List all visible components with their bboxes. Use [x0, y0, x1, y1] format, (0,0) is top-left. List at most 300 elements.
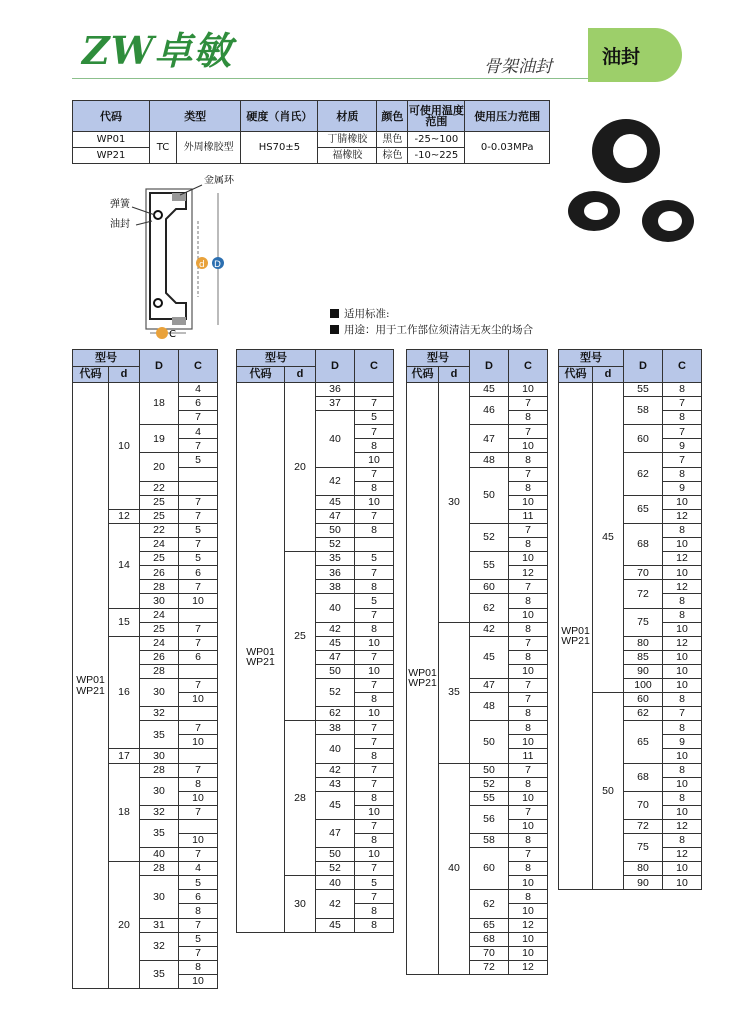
C-cell: 10: [663, 566, 702, 580]
header-divider: [72, 78, 602, 79]
C-cell: 10: [509, 932, 548, 946]
C-cell: 7: [355, 735, 394, 749]
note-standard: 适用标准:: [330, 306, 390, 321]
D-cell: 45: [316, 636, 355, 650]
C-cell: 7: [355, 397, 394, 411]
D-cell: 38: [316, 580, 355, 594]
C-cell: 8: [355, 693, 394, 707]
D-cell: 19: [140, 425, 179, 453]
d-cell: 16: [109, 636, 140, 749]
D-cell: 62: [316, 707, 355, 721]
C-cell: 7: [179, 495, 218, 509]
C-cell: 4: [179, 383, 218, 397]
D-cell: 50: [316, 848, 355, 862]
C-cell: 8: [179, 904, 218, 918]
D-cell: 52: [316, 538, 355, 552]
d-cell: 17: [109, 749, 140, 763]
C-cell: 8: [663, 411, 702, 425]
C-cell: 8: [509, 594, 548, 608]
D-cell: 90: [624, 664, 663, 678]
D-cell: 40: [140, 848, 179, 862]
D-cell: 32: [140, 707, 179, 721]
d-cell: 12: [109, 509, 140, 523]
D-cell: 47: [316, 650, 355, 664]
C-cell: 10: [663, 678, 702, 692]
C-cell: 8: [663, 383, 702, 397]
d-cell: 35: [439, 622, 470, 763]
C-header: C: [179, 350, 218, 383]
D-cell: 35: [316, 552, 355, 566]
C-cell: 7: [179, 538, 218, 552]
C-cell: 10: [663, 805, 702, 819]
D-cell: 45: [316, 791, 355, 819]
D-cell: 65: [470, 918, 509, 932]
D-cell: 50: [470, 467, 509, 523]
D-cell: 45: [316, 918, 355, 932]
spec-material: 丁腈橡胶: [318, 132, 377, 148]
metal-ring-top: [172, 193, 186, 201]
C-cell: 11: [509, 509, 548, 523]
D-cell: 25: [140, 509, 179, 523]
D-cell: 45: [470, 636, 509, 678]
C-cell: 10: [663, 664, 702, 678]
spec-temp: -10~225: [408, 148, 465, 164]
C-cell: 10: [355, 495, 394, 509]
C-cell: 8: [355, 439, 394, 453]
D-cell: 30: [140, 594, 179, 608]
C-cell: 8: [509, 453, 548, 467]
C-cell: 7: [179, 848, 218, 862]
size-table: [72, 349, 218, 989]
C-cell: 10: [509, 608, 548, 622]
C-header: C: [663, 350, 702, 383]
d-cell: 30: [439, 383, 470, 623]
spec-material: 福橡胶: [318, 148, 377, 164]
D-cell: 72: [624, 580, 663, 608]
D-cell: 60: [624, 693, 663, 707]
code-header: 代码: [407, 367, 439, 383]
C-cell: 8: [663, 763, 702, 777]
D-cell: 22: [140, 523, 179, 537]
model-header: 型号: [73, 350, 140, 367]
d-cell: 25: [285, 552, 316, 721]
C-cell: 10: [179, 594, 218, 608]
table-row: [407, 383, 548, 397]
D-cell: 30: [140, 749, 179, 763]
C-cell: 10: [179, 735, 218, 749]
C-cell: [355, 383, 394, 397]
C-cell: 10: [179, 974, 218, 988]
D-cell: 65: [624, 495, 663, 523]
D-cell: 100: [624, 678, 663, 692]
C-cell: 12: [663, 552, 702, 566]
C-cell: 6: [179, 650, 218, 664]
spec-hardness: HS70±5: [241, 132, 318, 164]
C-cell: 8: [355, 580, 394, 594]
C-cell: 7: [179, 678, 218, 692]
D-cell: 62: [624, 707, 663, 721]
C-cell: 10: [663, 622, 702, 636]
d-letter: d: [199, 260, 205, 270]
C-cell: [179, 707, 218, 721]
D-cell: 24: [140, 636, 179, 650]
C-cell: 7: [179, 805, 218, 819]
d-cell: 20: [109, 862, 140, 989]
D-cell: 43: [316, 777, 355, 791]
C-cell: 10: [663, 777, 702, 791]
C-cell: 5: [355, 876, 394, 890]
C-header: C: [355, 350, 394, 383]
d-header: d: [593, 367, 624, 383]
model-header: 型号: [559, 350, 624, 367]
D-header: D: [624, 350, 663, 383]
D-cell: 68: [624, 763, 663, 791]
D-cell: 37: [316, 397, 355, 411]
d-cell: 18: [109, 763, 140, 862]
size-table: [236, 349, 394, 933]
metal-ring-bottom: [172, 317, 186, 325]
D-cell: 50: [470, 721, 509, 763]
D-cell: 24: [140, 608, 179, 622]
C-cell: 8: [509, 721, 548, 735]
C-cell: 7: [509, 763, 548, 777]
D-cell: 24: [140, 538, 179, 552]
C-cell: 10: [355, 453, 394, 467]
D-cell: 40: [316, 876, 355, 890]
table-row: [73, 383, 218, 397]
note-usage: 用途：用于工作部位须清洁无灰尘的场合: [330, 322, 533, 337]
D-cell: 68: [624, 523, 663, 565]
C-cell: 11: [509, 749, 548, 763]
D-cell: 30: [140, 777, 179, 805]
C-cell: 8: [663, 608, 702, 622]
spec-header: 材质: [318, 101, 377, 132]
C-cell: 12: [509, 918, 548, 932]
C-cell: 8: [509, 862, 548, 876]
D-cell: 47: [316, 819, 355, 847]
C-cell: 8: [663, 467, 702, 481]
C-cell: 7: [509, 678, 548, 692]
D-cell: 60: [470, 848, 509, 890]
d-header: d: [439, 367, 470, 383]
C-cell: 7: [509, 467, 548, 481]
D-cell: 50: [316, 523, 355, 537]
model-header: 型号: [237, 350, 316, 367]
C-cell: 7: [179, 721, 218, 735]
C-cell: 10: [179, 791, 218, 805]
model-code-cell: WP01 WP21: [73, 383, 109, 989]
C-cell: 10: [179, 693, 218, 707]
C-cell: 8: [355, 523, 394, 537]
lip-label: 油封: [110, 219, 130, 230]
D-cell: 55: [470, 791, 509, 805]
C-cell: 10: [509, 735, 548, 749]
D-cell: 58: [624, 397, 663, 425]
C-cell: 10: [509, 791, 548, 805]
D-cell: 20: [140, 453, 179, 481]
d-header: d: [285, 367, 316, 383]
D-cell: 42: [316, 763, 355, 777]
spring-label: 弹簧: [110, 199, 130, 210]
C-cell: 4: [179, 862, 218, 876]
C-cell: 7: [355, 777, 394, 791]
C-cell: 6: [179, 566, 218, 580]
code-header: 代码: [237, 367, 285, 383]
C-cell: 7: [509, 693, 548, 707]
C-cell: 5: [355, 552, 394, 566]
C-cell: 7: [509, 805, 548, 819]
C-cell: 12: [509, 960, 548, 974]
D-cell: 50: [470, 763, 509, 777]
C-cell: 12: [663, 509, 702, 523]
C-cell: 9: [663, 735, 702, 749]
C-cell: 8: [663, 523, 702, 537]
C-cell: 5: [179, 523, 218, 537]
C-cell: 10: [509, 664, 548, 678]
oil-seal-photo: [560, 105, 710, 250]
spec-table: [72, 100, 550, 164]
D-cell: 32: [140, 932, 179, 960]
D-cell: 45: [470, 383, 509, 397]
D-cell: 62: [624, 453, 663, 495]
model-code-cell: WP01 WP21: [407, 383, 439, 975]
C-cell: 12: [663, 580, 702, 594]
C-cell: 10: [509, 552, 548, 566]
C-cell: [179, 608, 218, 622]
C-marker: [156, 327, 168, 339]
C-cell: 5: [355, 594, 394, 608]
C-cell: 10: [509, 946, 548, 960]
D-cell: 28: [140, 580, 179, 594]
C-cell: 12: [663, 848, 702, 862]
D-cell: 60: [470, 580, 509, 594]
C-cell: [179, 819, 218, 833]
D-cell: 26: [140, 650, 179, 664]
D-cell: 65: [624, 721, 663, 763]
C-cell: 7: [355, 425, 394, 439]
D-cell: 85: [624, 650, 663, 664]
C-cell: 5: [179, 932, 218, 946]
D-header: D: [316, 350, 355, 383]
D-cell: 45: [316, 495, 355, 509]
C-header: C: [509, 350, 548, 383]
D-cell: 52: [316, 862, 355, 876]
spec-code: WP01: [73, 132, 150, 148]
C-cell: 10: [509, 819, 548, 833]
C-cell: 8: [355, 834, 394, 848]
d-cell: 50: [593, 693, 624, 890]
C-cell: 10: [509, 383, 548, 397]
spec-header: 使用压力范围: [465, 101, 550, 132]
C-cell: 5: [179, 876, 218, 890]
spec-header: 代码: [73, 101, 150, 132]
spec-type-name: 外周橡胶型: [177, 132, 241, 164]
C-cell: 10: [509, 904, 548, 918]
model-code-cell: WP01 WP21: [237, 383, 285, 933]
C-cell: 10: [355, 664, 394, 678]
code-header: 代码: [73, 367, 109, 383]
C-cell: 8: [355, 918, 394, 932]
C-cell: 10: [179, 834, 218, 848]
seal-cross-section-diagram: [110, 175, 250, 340]
C-cell: 5: [355, 411, 394, 425]
D-cell: 52: [316, 678, 355, 706]
C-cell: 8: [509, 538, 548, 552]
C-cell: [355, 538, 394, 552]
C-cell: 7: [663, 707, 702, 721]
D-cell: 32: [140, 805, 179, 819]
D-cell: 70: [624, 566, 663, 580]
C-cell: 10: [509, 495, 548, 509]
C-cell: 7: [663, 425, 702, 439]
spec-color: 棕色: [377, 148, 408, 164]
C-cell: 7: [179, 636, 218, 650]
C-letter: C: [169, 329, 176, 340]
C-cell: 7: [355, 678, 394, 692]
D-cell: 42: [316, 467, 355, 495]
size-table: [558, 349, 702, 890]
spec-header: 硬度（肖氏）: [241, 101, 318, 132]
D-cell: 26: [140, 566, 179, 580]
D-cell: 42: [316, 622, 355, 636]
C-cell: 8: [663, 791, 702, 805]
C-cell: 8: [355, 749, 394, 763]
D-cell: 60: [624, 425, 663, 453]
D-cell: 72: [470, 960, 509, 974]
D-cell: 42: [470, 622, 509, 636]
D-cell: 50: [316, 664, 355, 678]
C-cell: 7: [355, 763, 394, 777]
C-cell: 7: [355, 566, 394, 580]
spec-type-code: TC: [150, 132, 177, 164]
C-cell: 10: [355, 707, 394, 721]
brand-logo: ZW卓敏: [82, 28, 233, 73]
D-cell: 28: [140, 862, 179, 876]
table-row: [559, 383, 702, 397]
D-header: D: [470, 350, 509, 383]
spec-code: WP21: [73, 148, 150, 164]
D-cell: 75: [624, 834, 663, 862]
D-cell: 62: [470, 890, 509, 918]
d-cell: 20: [285, 383, 316, 552]
C-cell: 8: [179, 777, 218, 791]
D-cell: 55: [470, 552, 509, 580]
D-cell: 30: [140, 678, 179, 706]
D-cell: 25: [140, 495, 179, 509]
D-cell: 28: [140, 763, 179, 777]
C-cell: 7: [179, 439, 218, 453]
C-cell: [179, 481, 218, 495]
D-cell: 55: [624, 383, 663, 397]
D-cell: 90: [624, 876, 663, 890]
D-cell: 62: [470, 594, 509, 622]
D-cell: 25: [140, 552, 179, 566]
D-cell: 46: [470, 397, 509, 425]
C-cell: 7: [509, 580, 548, 594]
C-cell: 7: [663, 453, 702, 467]
C-cell: 7: [355, 608, 394, 622]
C-cell: 10: [355, 848, 394, 862]
D-cell: 25: [140, 622, 179, 636]
D-cell: 40: [316, 411, 355, 467]
D-cell: 42: [316, 890, 355, 918]
d-cell: 45: [593, 383, 624, 693]
C-cell: 8: [509, 777, 548, 791]
C-cell: 12: [663, 819, 702, 833]
D-cell: 52: [470, 523, 509, 551]
C-cell: [179, 749, 218, 763]
C-cell: 8: [509, 834, 548, 848]
D-header: D: [140, 350, 179, 383]
C-cell: 7: [355, 509, 394, 523]
C-cell: 7: [509, 523, 548, 537]
page-subtitle: 骨架油封: [484, 57, 552, 77]
C-cell: 8: [355, 481, 394, 495]
D-cell: 56: [470, 805, 509, 833]
spec-temp: -25~100: [408, 132, 465, 148]
D-cell: 35: [140, 960, 179, 988]
D-letter: D: [214, 260, 221, 270]
D-cell: 22: [140, 481, 179, 495]
size-table: [406, 349, 548, 975]
C-cell: 7: [663, 397, 702, 411]
C-cell: 8: [509, 650, 548, 664]
C-cell: 10: [355, 636, 394, 650]
C-cell: 4: [179, 425, 218, 439]
C-cell: 5: [179, 453, 218, 467]
C-cell: 5: [179, 552, 218, 566]
D-cell: 36: [316, 383, 355, 397]
spec-header: 颜色: [377, 101, 408, 132]
d-cell: 28: [285, 721, 316, 876]
D-cell: 40: [316, 594, 355, 622]
C-cell: 10: [663, 538, 702, 552]
C-cell: 7: [179, 411, 218, 425]
C-cell: [179, 664, 218, 678]
D-cell: 28: [140, 664, 179, 678]
C-cell: 8: [509, 622, 548, 636]
C-cell: 7: [179, 622, 218, 636]
model-header: 型号: [407, 350, 470, 367]
spec-pressure: 0-0.03MPa: [465, 132, 550, 164]
D-cell: 58: [470, 834, 509, 848]
D-cell: 70: [624, 791, 663, 819]
spec-header: 类型: [150, 101, 241, 132]
C-cell: 9: [663, 439, 702, 453]
C-cell: 10: [509, 439, 548, 453]
d-cell: 10: [109, 383, 140, 510]
C-cell: 7: [509, 425, 548, 439]
C-cell: 8: [509, 481, 548, 495]
d-cell: 40: [439, 763, 470, 974]
D-cell: 36: [316, 566, 355, 580]
D-cell: 68: [470, 932, 509, 946]
spec-color: 黑色: [377, 132, 408, 148]
D-cell: 80: [624, 862, 663, 876]
C-cell: 8: [509, 890, 548, 904]
D-cell: 30: [140, 876, 179, 918]
C-cell: 12: [509, 566, 548, 580]
category-tab-label: 油封: [602, 46, 641, 68]
D-cell: 35: [140, 721, 179, 749]
C-cell: 7: [355, 650, 394, 664]
ring-label: 金属环: [204, 175, 234, 186]
C-cell: 7: [355, 890, 394, 904]
table-row: [237, 383, 394, 397]
C-cell: 8: [179, 960, 218, 974]
D-cell: 72: [624, 819, 663, 833]
C-cell: 10: [663, 650, 702, 664]
